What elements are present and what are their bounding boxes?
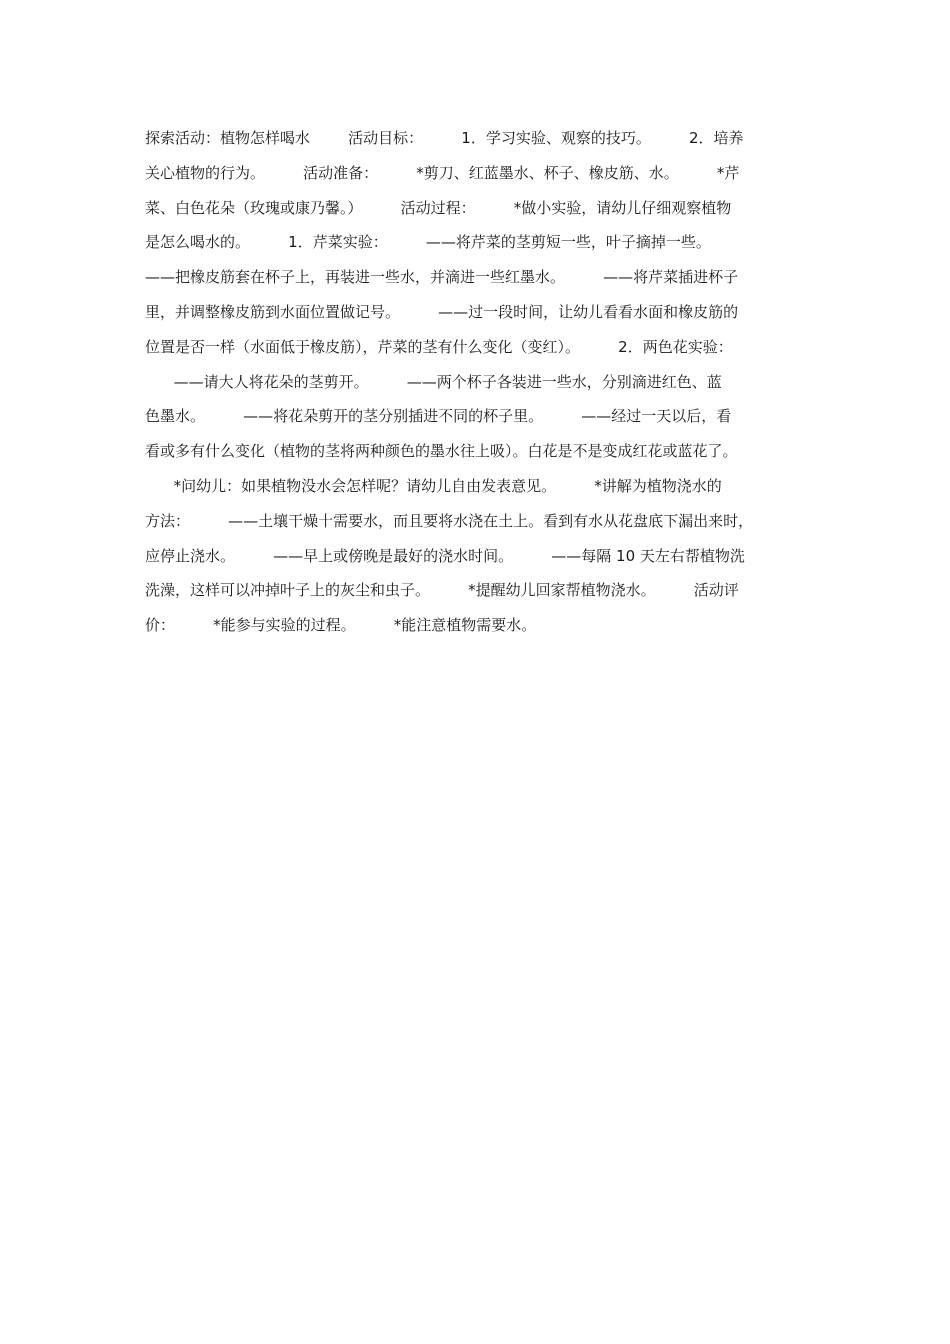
text-line: 方法： ——土壤干燥十需要水，而且要将水浇在土上。看到有水从花盘底下漏出来时， — [145, 511, 754, 530]
text-line: 是怎么喝水的。 1．芹菜实验： ——将芹菜的茎剪短一些，叶子摘掉一些。 — [145, 233, 711, 252]
text-line: ——把橡皮筋套在杯子上，再装进一些水，并滴进一些红墨水。 ——将芹菜插进杯子 — [145, 268, 739, 287]
text-line: 关心植物的行为。 活动准备： *剪刀、红蓝墨水、杯子、橡皮筋、水。 *芹 — [145, 163, 740, 182]
text-line: 探索活动：植物怎样喝水 活动目标： 1．学习实验、观察的技巧。 2．培养 — [145, 129, 744, 147]
text-line: *问幼儿：如果植物没水会怎样呢？请幼儿自由发表意见。 *讲解为植物浇水的 — [145, 476, 722, 495]
text-line: 里，并调整橡皮筋到水面位置做记号。 ——过一段时间，让幼儿看看水面和橡皮筋的 — [145, 302, 739, 321]
text-line: 菜、白色花朵（玫瑰或康乃馨。） 活动过程： *做小实验，请幼儿仔细观察植物 — [145, 198, 732, 217]
text-line: 应停止浇水。 ——早上或傍晚是最好的浇水时间。 ——每隔 10 天左右帮植物洗 — [145, 546, 745, 565]
text-line: 看或多有什么变化（植物的茎将两种颜色的墨水往上吸）。白花是不是变成红花或蓝花了。 — [145, 442, 738, 461]
text-line: 洗澡，这样可以冲掉叶子上的灰尘和虫子。 *提醒幼儿回家帮植物浇水。 活动评 — [145, 581, 739, 600]
text-line: 价： *能参与实验的过程。 *能注意植物需要水。 — [145, 616, 537, 635]
text-line: ——请大人将花朵的茎剪开。 ——两个杯子各装进一些水，分别滴进红色、蓝 — [145, 372, 722, 391]
text-line: 色墨水。 ——将花朵剪开的茎分别插进不同的杯子里。 ——经过一天以后，看 — [145, 407, 732, 426]
text-line: 位置是否一样（水面低于橡皮筋），芹菜的茎有什么变化（变红）。 2．两色花实验： — [145, 337, 733, 356]
document-body — [145, 121, 815, 643]
